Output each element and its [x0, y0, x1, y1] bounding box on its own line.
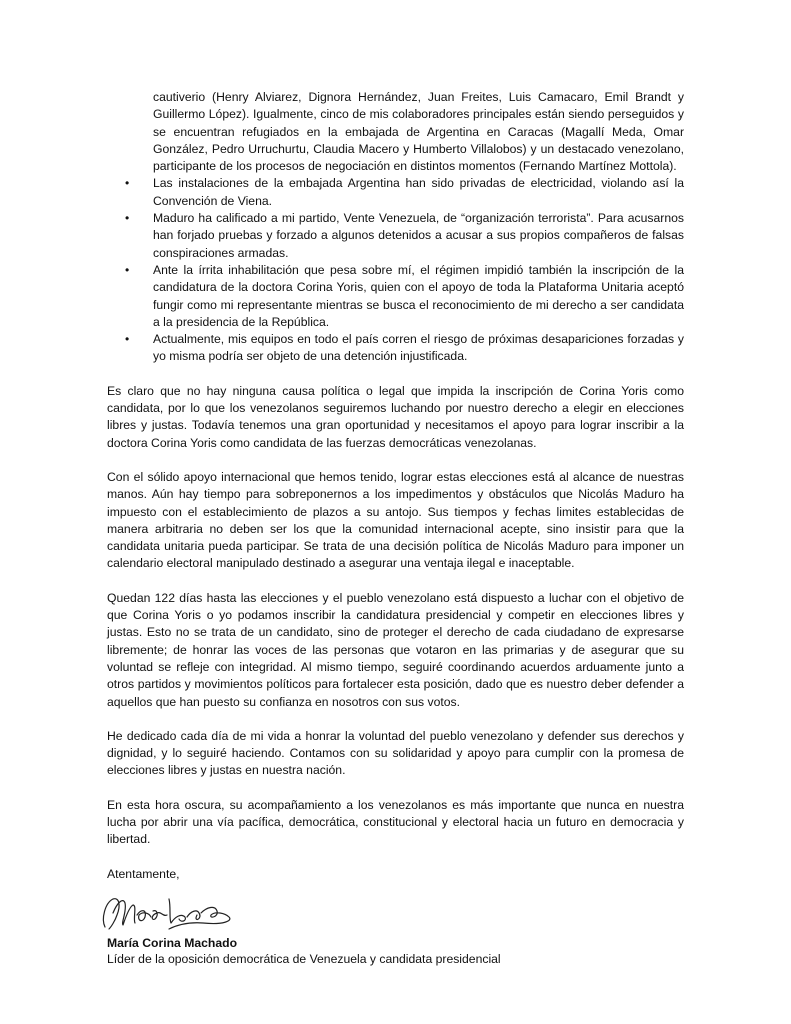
bullet-dot-icon: • — [125, 262, 130, 277]
body-paragraph: Quedan 122 días hasta las elecciones y el pueblo venezolano está dispuesto a luchar con el objetivo de que Corina Yoris o yo podamos inscribir la candidatura presidencial y competir en elecciones libres y justas. Esto no se trata de un candidato, sino de proteger el derecho de cada ciudadano de expresarse libremente; de honrar las voces de las personas que votaron en las primarias y de asegurar que su voluntad se refleje con integridad. Al mismo tiempo, seguiré coordinando acuerdos arduamente junto a otros partidos y movimientos políticos para fortalecer esta posición, dado que es nuestro deber defender a aquellos que han puesto su confianza en nosotros con sus votos. — [107, 590, 684, 709]
spacer — [107, 780, 684, 797]
bullet-dot-icon: • — [125, 211, 130, 226]
bullet-list — [107, 175, 684, 365]
body-paragraph: En esta hora oscura, su acompañamiento a los venezolanos es más importante que nunca en nuestra lucha por abrir una vía pacífica, democrática, constitucional y electoral hacia un futuro en democracia y libertad. — [107, 797, 684, 847]
bullet-item — [125, 331, 684, 366]
closing-salutation: Atentamente, — [107, 866, 180, 881]
spacer — [107, 366, 684, 383]
bullet-item — [125, 210, 684, 262]
bullet-text: Actualmente, mis equipos en todo el país corren el riesgo de próximas desapariciones forzadas y yo misma podría ser objeto de una detención injustificada. — [153, 332, 684, 364]
bullet-dot-icon: • — [125, 176, 130, 191]
signature-icon — [99, 889, 239, 935]
bullet-text: Las instalaciones de la embajada Argentina han sido privadas de electricidad, violando así la Convención de Viena. — [153, 176, 684, 208]
body-paragraph: Con el sólido apoyo internacional que hemos tenido, lograr estas elecciones está al alcance de nuestras manos. Aún hay tiempo para sobreponernos a los impedimentos y obstáculos que Nicolás Maduro ha impuesto con el establecimiento de plazos a su antojo. Sus tiempos y fechas limites establecidas de manera arbitraria no deben ser los que la comunidad internacional acepte, sino insistir para que la candidata unitaria pueda participar. Se trata de una decisión política de Nicolás Maduro para imponer un calendario electoral manipulado destinado a asegurar una ventaja ilegal e inaceptable. — [107, 469, 684, 571]
bullet-dot-icon: • — [125, 332, 130, 347]
spacer — [107, 849, 684, 866]
bullet-text: Ante la írrita inhabilitación que pesa sobre mí, el régimen impidió también la inscripción de la candidatura de la doctora Corina Yoris, quien con el apoyo de toda la Plataforma Unitaria aceptó fungir como mi representante mientras se busca el reconocimiento de mi derecho a ser candidata a la presidencia de la República. — [153, 262, 684, 329]
continuation-text: cautiverio (Henry Alviarez, Dignora Hernández, Juan Freites, Luis Camacaro, Emil Brandt y Guillermo López). Igualmente, cinco de mis colaboradores principales están siendo perseguidos y se encuentran refugiados en la embajada de Argentina en Caracas (Magallí Meda, Omar González, Pedro Urruchurtu, Claudia Macero y Humberto Villalobos) y un destacado venezolano, participante de los procesos de negociación en distintos momentos (Fernando Martínez Mottola). — [153, 90, 684, 174]
bullet-text: Maduro ha calificado a mi partido, Vente Venezuela, de “organización terrorista”. Para acusarnos han forjado pruebas y forzado a algunos detenidos a acusar a sus propios compañeros de falsas conspiraciones armadas. — [153, 211, 684, 260]
spacer — [107, 452, 684, 469]
handwritten-signature — [99, 889, 239, 935]
spacer — [107, 573, 684, 590]
signer-name: María Corina Machado — [107, 935, 238, 950]
spacer — [107, 711, 684, 728]
body-paragraph: He dedicado cada día de mi vida a honrar la voluntad del pueblo venezolano y defender sus derechos y dignidad, y lo seguiré haciendo. Contamos con su solidaridad y apoyo para cumplir con la promesa de elecciones libres y justas en nuestra nación. — [107, 728, 684, 778]
bullet-item — [125, 175, 684, 210]
bullet-item — [125, 262, 684, 331]
signer-title: Líder de la oposición democrática de Venezuela y candidata presidencial — [107, 951, 501, 966]
body-paragraph: Es claro que no hay ninguna causa política o legal que impida la inscripción de Corina Yoris como candidata, por lo que los venezolanos seguiremos luchando por nuestro derecho a elegir en elecciones libres y justas. Todavía tenemos una gran oportunidad y necesitamos el apoyo para lograr inscribir a la doctora Corina Yoris como candidata de las fuerzas democráticas venezolanas. — [107, 383, 684, 450]
